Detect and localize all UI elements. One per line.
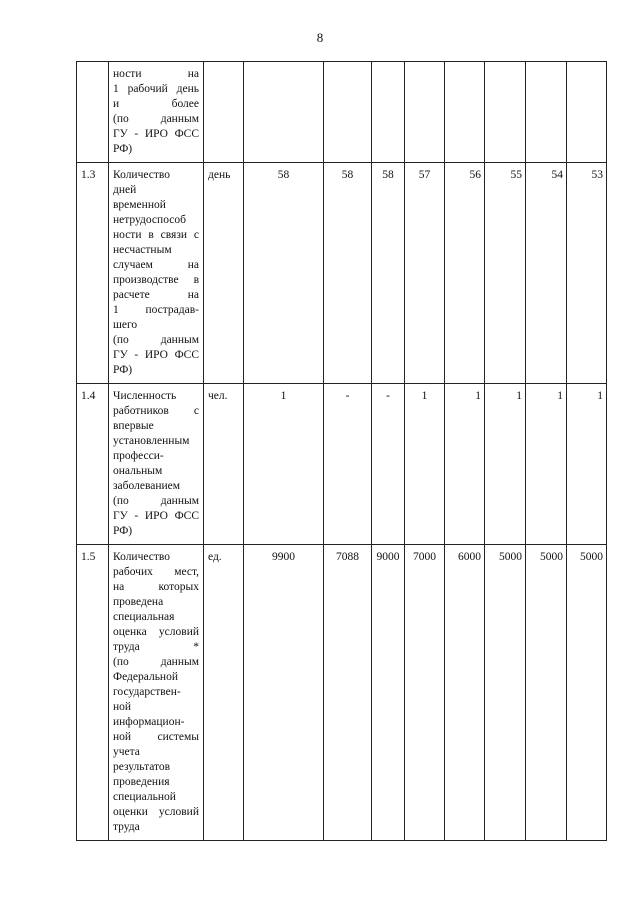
table-row (77, 545, 607, 841)
indicator-name-line: и более (113, 98, 199, 110)
indicator-name-line: производстве в (113, 274, 199, 286)
table-row (77, 163, 607, 384)
table-row (77, 384, 607, 545)
value-cell: 9000 (372, 545, 405, 841)
value-cell: 1 (405, 384, 445, 545)
value-cell: 5000 (526, 545, 567, 841)
value-cell: 5000 (567, 545, 607, 841)
value-cell: 1 (445, 384, 485, 545)
indicator-name-line: 1 пострадав- (113, 304, 199, 316)
indicator-name (109, 545, 204, 841)
value-cell: 6000 (445, 545, 485, 841)
indicator-name-line: проведена (113, 596, 164, 608)
value-cell (526, 62, 567, 163)
indicator-name-line: професси- (113, 450, 164, 462)
indicator-name-line: (по данным (113, 656, 199, 668)
indicator-name-line: результатов (113, 761, 171, 773)
indicator-name-line: заболеванием (113, 480, 181, 492)
table-row (77, 62, 607, 163)
indicator-name-line: оценки условий (113, 806, 199, 818)
value-cell: 53 (567, 163, 607, 384)
value-cell: 7088 (324, 545, 372, 841)
indicator-name-line: ности на (113, 68, 199, 80)
indicator-name-line: ональным (113, 465, 163, 477)
value-cell (372, 62, 405, 163)
indicator-name-line: расчете на (113, 289, 199, 301)
indicator-name (109, 163, 204, 384)
value-cell: 1 (567, 384, 607, 545)
value-cell: 1 (244, 384, 324, 545)
indicator-name-line: случаем на (113, 259, 199, 271)
indicator-name-line: труда * (113, 641, 199, 653)
value-cell: 54 (526, 163, 567, 384)
value-cell (244, 62, 324, 163)
indicator-name-line: ной системы (113, 731, 199, 743)
value-cell (405, 62, 445, 163)
indicator-name-line: 1 рабочий день (113, 83, 199, 95)
indicator-name-line: ГУ - ИРО ФСС (113, 128, 199, 140)
value-cell (445, 62, 485, 163)
indicator-name-line: РФ) (113, 525, 133, 537)
indicator-name-line: ной (113, 701, 132, 713)
indicators-table (76, 61, 607, 841)
indicator-name-line: Количество (113, 169, 170, 181)
unit-cell: чел. (204, 384, 244, 545)
indicator-name-line: временной (113, 199, 166, 211)
value-cell: 58 (244, 163, 324, 384)
indicator-name-line: нетрудоспособ (113, 214, 186, 226)
value-cell: 1 (526, 384, 567, 545)
indicator-name-line: впервые (113, 420, 154, 432)
value-cell (324, 62, 372, 163)
indicator-name-line: (по данным (113, 113, 199, 125)
indicator-name-line: труда (113, 821, 140, 833)
unit-cell: день (204, 163, 244, 384)
value-cell: 55 (485, 163, 526, 384)
indicator-name-line: (по данным (113, 495, 199, 507)
indicator-name-line: РФ) (113, 143, 133, 155)
indicator-name-line: ности в связи с (113, 229, 199, 241)
value-cell: 57 (405, 163, 445, 384)
row-number: 1.3 (77, 163, 109, 384)
indicator-name-line: специальная (113, 611, 175, 623)
unit-cell (204, 62, 244, 163)
row-number: 1.4 (77, 384, 109, 545)
value-cell: - (372, 384, 405, 545)
value-cell: 9900 (244, 545, 324, 841)
value-cell: 5000 (485, 545, 526, 841)
value-cell: 7000 (405, 545, 445, 841)
indicator-name-line: оценка условий (113, 626, 199, 638)
indicator-name-line: РФ) (113, 364, 133, 376)
value-cell: 1 (485, 384, 526, 545)
indicator-name-line: Федеральной (113, 671, 178, 683)
indicator-name-line: ГУ - ИРО ФСС (113, 349, 199, 361)
indicator-name-line: учета (113, 746, 140, 758)
indicator-name-line: шего (113, 319, 138, 331)
row-number (77, 62, 109, 163)
value-cell: 58 (372, 163, 405, 384)
value-cell: 58 (324, 163, 372, 384)
indicator-name-line: несчастным (113, 244, 172, 256)
indicator-name-line: ГУ - ИРО ФСС (113, 510, 199, 522)
indicator-name-line: специальной (113, 791, 176, 803)
value-cell (485, 62, 526, 163)
indicator-name (109, 62, 204, 163)
indicator-name-line: Количество (113, 551, 170, 563)
indicator-name-line: информацион- (113, 716, 185, 728)
page-number: 8 (316, 30, 324, 45)
value-cell (567, 62, 607, 163)
indicator-name-line: Численность (113, 390, 177, 402)
indicator-name-line: проведения (113, 776, 170, 788)
unit-cell: ед. (204, 545, 244, 841)
indicator-name-line: на которых (113, 581, 199, 593)
indicator-name-line: государствен- (113, 686, 181, 698)
indicator-name-line: дней (113, 184, 137, 196)
indicator-name-line: рабочих мест, (113, 566, 199, 578)
value-cell: - (324, 384, 372, 545)
indicator-name (109, 384, 204, 545)
row-number: 1.5 (77, 545, 109, 841)
indicator-name-line: работников с (113, 405, 199, 417)
indicator-name-line: установленным (113, 435, 190, 447)
indicator-name-line: (по данным (113, 334, 199, 346)
value-cell: 56 (445, 163, 485, 384)
